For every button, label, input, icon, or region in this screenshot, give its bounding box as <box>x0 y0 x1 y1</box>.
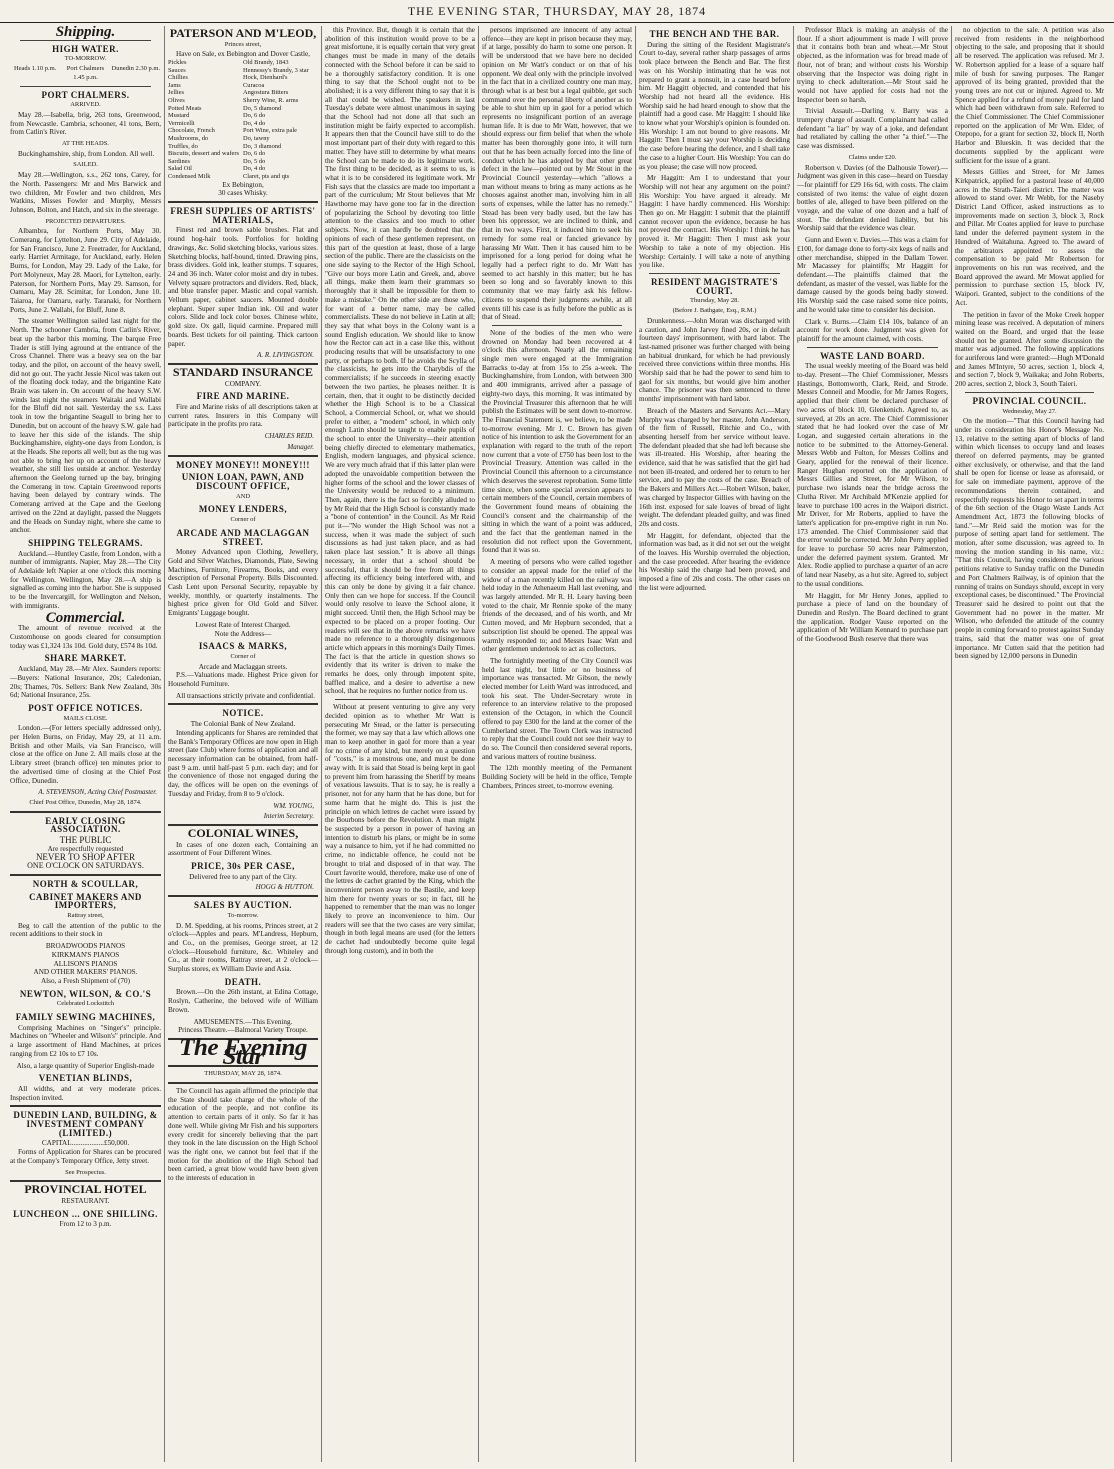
commercial-heading: Commercial. <box>45 609 126 626</box>
note-address: Note the Address— <box>214 629 272 638</box>
share-market-text: Auckland, May 28.—Mr Alex. Saunders reports:—Buyers: National Insurance, 20s; Caledonian, 20s; Thames, 70s. Sellers: Bank New Zealand, 30s 6d; National Insurance, 25s. <box>10 665 161 700</box>
goods-item: Angostura Bitters <box>243 89 289 97</box>
building-society-news: The 12th monthly meeting of the Permanent Building Society will be held in the office, Temple Chambers, Princes street, to-morrow evening. <box>482 764 632 790</box>
leader-text: The Council has again affirmed the principle that the State should take charge of the whole of the education of the people, and not confine its attention to certain parts of it only. So far it has done well. While giving Mr Fish and his supporters every credit for sincerely believing that the part they took in the late discussion on the High School was the right one, we cannot but feel that if the motion for the abolition of the High School had been carried, a great blow would have been given to the interests of education in <box>168 1087 318 1183</box>
arcade-heading: ARCADE AND MACLAGGAN STREET. <box>176 527 310 547</box>
at-heads-label: AT THE HEADS. <box>62 140 109 148</box>
bench-bar-text-2: Mr Haggitt: Am I to understand that your Worship will not hear any argument on the point? His Worship: You have argued it already. Mr Haggitt: I have hardly commenced. His Worship: Then go on. Mr Haggitt: I submit that the plaintiff cannot recover upon the evidence, because he has not proved the contract. His Worship: I think he has proved it. Mr Haggitt: Then I must ask your Worship to take a note of my objection. His Worship: Certainly. I will take a note of anything you like. <box>639 174 790 270</box>
post-office-heading: POST OFFICE NOTICES. <box>28 702 143 713</box>
hours: From 12 to 3 p.m. <box>59 1220 112 1229</box>
goods-item: Sherry Wine, R. arms <box>243 97 299 105</box>
goods-item: Curacoa <box>243 81 265 89</box>
forms-text: Forms of Application for Shares can be procured at the Company's Temporary Office, Jetty street. <box>10 1148 161 1165</box>
bench-bar-text: During the sitting of the Resident Magistrate's Court to-day, several rather sharp passages of arms took place between the Bench and Bar. The first was on his Worship intimating that he was not prepared to grant a nonsuit, in a case heard before him. Mr Haggitt objected, and contended that his Worship had not heard all the evidence. His Worship said he had heard enough to show that the plaintiff had a good case. Mr Haggitt: I should like to know what your Worship's opinion is founded on. His Worship: I am not bound to give reasons. Mr Haggitt: Then I must say your Worship is deciding the case before hearing the defence, and I shall take the case to a higher Court. His Worship: You can do as you please; the case will now proceed. <box>639 40 790 171</box>
goods-item: Do, 5 diamond <box>243 104 282 112</box>
leader-2: Without at present venturing to give any very decided opinion as to whether Mr Watt is persecuting Mr Stead, or the latter is persecuting the former, we may say that a law which allows one man to keep another in gaol for more than a year for no crime of any kind, but merely on a question of "costs," is a monstrous one, and must be done away with. It is said that Stead is being kept in gaol to prevent him from harassing the Sheriff by means of vexatious lawsuits. That is to say, he is really a prisoner, not for any harm that he has done, but for some harm that he might do. This is just the principle on which lettres de cachet were issued by the Bourbons before the Revolution. A man might be suspected by a person in power of having an intention to disturb his plans, or might be in some way a nuisance to him, yet if he had committed no crime, no indictable offence, he could not be brought to trial and disposed of in that way. The Court favorite would, therefore, make use of one of the lettres de cachet granted by the King, which the inconvenient person away to the Bastile, and keep him there for twenty years or so; in fact, till he happened to remember that the man was no longer likely to prove an inconvenience to him. Our readers will see that the two cases are very similar, though in both legal means are used (for the letters de cachet had undoubtedly become quite legal through long custom), and in both the <box>325 703 475 955</box>
port-chalmers-heading: PORT CHALMERS. <box>41 89 130 100</box>
sales-by-auction: SALES BY AUCTION. <box>194 900 292 911</box>
wines-text: In cases of one dozen each, Containing an assortment of Four Different Wines. <box>168 840 318 858</box>
luncheon: LUNCHEON ... ONE SHILLING. <box>13 1208 158 1219</box>
goods-item: Jams <box>168 81 181 89</box>
column-6 <box>793 26 951 1462</box>
respectfully-requested: Are respectfully requested <box>47 844 124 853</box>
sailed-label: SAILED. <box>73 161 98 169</box>
artists-materials-heading: FRESH SUPPLIES OF ARTISTS' MATERIALS, <box>170 206 316 225</box>
telegrams-text: Auckland.—Huntley Castle, from London, with a number of immigrants. Napier, May 28.—The City of Adelaide left Napier at one o'clock this morning for Wellington. Wellington, May 28.—A ship is signalled as coming into the harbor. She is supposed to be the Invercargill, for Wellington and Nelson, with immigrants. <box>10 549 161 610</box>
beg-text: Beg to call the attention of the public to the recent additions to their stock in <box>10 921 161 939</box>
goods-item: Biscuits, dessert and wafers <box>168 150 239 158</box>
fire-text: Fire and Marine risks of all descriptions taken at current rates. Insurers in this Company will participate in the profits pro rata. <box>168 403 318 429</box>
venetian-blinds: VENETIAN BLINDS, <box>38 1073 133 1084</box>
tomorrow-label: TO-MORROW. <box>64 55 107 63</box>
goods-item: Old Brandy, 1843 <box>243 59 289 67</box>
sailed-text: May 28.—Wellington, s.s., 262 tons, Carey, for the North. Passengers: Mr and Mrs Barwick and two children, Mr Fowler and two children, Mrs Watkins, Misses Fowler and Murphy, Messrs Johnson, Bolton, and Hatch, and six in the steerage. <box>10 171 161 214</box>
clark-text: Clark v. Burns.—Claim £14 10s, balance of an account for work done. Judgment was given for plaintiff for the amount claimed, with costs. <box>797 317 948 343</box>
waste-land-text: The usual weekly meeting of the Board was held to-day. Present—The Chief Commissioner, Messrs Hastings, Bottomworth, Clark, Reid, and Strode. Messrs Conneil and Moodie, for Mr James Rogers, applied that their client be declared purchaser of two acres of block 10, Glenkenich. Agreed to, as surveyed, at 20s an acre. The Chief Commissioner stated that he had looked over the case of Mr Logan, and suggested certain alterations in the notice to be submitted to the Attorney-General. Messrs Webb and Fulton, for Messrs Collins and Geary, applied for the renewal of their licence. Ranger Hughan reported on the application of Messrs Gillies and Street, for Mr Wilson, to purchase two islands near the bridge across the Clutha River. Mr Archibald M'Kenzie applied for leave to purchase 100 acres in the Waipori district. Mr Driver, for Mr Roberts, applied to have the latter's application for pre-emptive right in run No. 173 amended. The Chief Commissioner said that the error would be corrected. Mr John Perry applied for leave to purchase 50 acres near Palmerston, under the deferred payment system. Granted. Mr Alex. Rodie applied to purchase a quarter of an acre of land near Naseby, as a hut site. Agreed to, subject to the usual conditions. <box>797 362 948 588</box>
notice-heading: NOTICE. <box>222 708 264 719</box>
fresh-shipment: Also, a Fresh Shipment of (70) <box>40 976 131 985</box>
resident-magistrate-heading: RESIDENT MAGISTRATE'S COURT. <box>651 276 778 296</box>
council-date: Wednesday, May 27. <box>1002 407 1057 415</box>
arcade-address: Arcade and Maclaggan streets. <box>198 662 288 671</box>
issue-date: THURSDAY, MAY 28, 1874. <box>204 1070 282 1078</box>
waste-land-continued-2: Messrs Gillies and Street, for Mr James Kirkpatrick, applied for a pastoral lease of 40,000 acres in the Strath-Taieri district. The matter was allowed to stand over. Mr Webb, for the Naseby District Land Officer, asked instructions as to improvements made on section 3, block 3, Rock and Pillar. Mr Coates applied for leave to purchase land under the deferred payment system in the Hundred of Waitahuna. Agreed to. The award of the arbitrators appointed to assess the compensation to be paid Mr Robertson for improvements on his run was received, and the Board approved the award. Mr Mowat applied for permission to purchase section 15, block IV, Waipori. Granted, subject to the conditions of the Act. <box>955 168 1104 307</box>
tide-port-chalmers: Port Chalmers 1.45 p.m. <box>66 65 105 81</box>
piano-1: BROADWOODS PIANOS <box>45 942 126 951</box>
princess-theatre: Princess Theatre.—Balmoral Variety Troupe. <box>178 1026 308 1035</box>
waste-land-continued-3: The petition in favor of the Moke Creek hopper mining lease was received. A deputation of miners waited on the Board, and urged that the lease should not be granted. After some discussion the matter was adjourned. The following applications for auriferous land were granted:—Hugh M'Donald and James M'Intyre, 50 acres, section 1, block 4, and section 7, block 9, Waikaka; and John Roberts, 200 acres, section 2, block 3, South Taieri. <box>955 310 1104 389</box>
masthead-title: THE EVENING STAR, THURSDAY, MAY 28, 1874 <box>407 4 707 18</box>
arrived-label: ARRIVED. <box>70 101 101 109</box>
one-oclock: ONE O'CLOCK ON SATURDAYS. <box>27 861 144 871</box>
reid-sig: CHARLES REID. <box>264 432 314 441</box>
goods-item: Do, 3 diamond <box>243 142 282 150</box>
goods-item: Salad Oil <box>168 165 192 173</box>
restaurant: RESTAURANT. <box>61 1196 110 1205</box>
goods-item: Chocolate, French <box>168 127 215 135</box>
colonial-bank: The Colonial Bank of New Zealand. <box>190 720 296 729</box>
early-closing-heading: EARLY CLOSING ASSOCIATION. <box>45 815 126 835</box>
piano-2: KIRKMAN'S PIANOS <box>51 950 120 959</box>
share-market-heading: SHARE MARKET. <box>44 653 127 664</box>
goods-item: Port Wine, extra pale <box>243 127 297 135</box>
rm-text-3: Mr Haggitt, for defendant, objected that the information was bad, as it did not set out the weight of the loaves. His Worship overruled the objection, and the case proceeded. After hearing the evidence his Worship said the charge had been proved, and imposed a fine of 20s and costs. The other cases on the list were adjourned. <box>639 531 790 592</box>
column-1 <box>7 26 164 1462</box>
paterson-heading: PATERSON AND M'LEOD, <box>169 26 317 40</box>
amusements: AMUSEMENTS.—This Evening. <box>193 1017 293 1026</box>
cabinet-makers: CABINET MAKERS AND IMPORTERS, <box>29 891 142 911</box>
goods-list <box>168 59 318 181</box>
trivial-assault: Trivial Assault.—Darling v. Barry was a trumpery charge of assault. Complainant had called defendant "a liar" by way of a joke, and defendant had retaliated by calling the other "a thief."—The case was dismissed. <box>797 107 948 151</box>
intending-text: Intending applicants for Shares are reminded that the Bank's Temporary Offices are now open in High street (late Club) where forms of application and all necessary information can be obtained, from half-past 9 a.m. until half-past 5 p.m. each day; and for the convenience of those not engaged during the day, the offices will be open on the evenings of Tuesday and Friday, from 8 to 9 o'clock. <box>168 728 318 798</box>
column-3 <box>321 26 478 1462</box>
capital: CAPITAL..................£50,000. <box>41 1139 130 1148</box>
local-news: None of the bodies of the men who were drowned on Monday had been recovered at 4 o'clock this afternoon. Nearly all the remaining single men were engaged at the Immigration Barracks to-day at from 15s to 25s a-week. The Buckinghamshire, from London, with between 300 and 400 immigrants, arrived after a passage of eighty-two days, this morning. It was intimated by the Provincial Treasurer this afternoon that he will publish the Estimates will be sent down to-morrow. The Financial Statement is, we believe, to be made to-morrow evening. Mr J. C. Brown has given notice of his intention to ask the Government for an explanation with regard to the truth of the report now current that a vote of £750 has been lost to the Provincial Treasury. Attention was called in the Provincial Council this afternoon to a circumstance which deserves the severest reprobation. Some little time since, when some special aversion appears to certain members of the Council, certain members of the Government found means of obtaining the Council's consent and the chairmanship of the sitting in which the want of a point was adduced, and the fact that the gentleman named in the resolution did not reflect upon the Government, found that it was so. <box>482 328 632 555</box>
waste-land-continued: no objection to the sale. A petition was also received from residents in the neighborhood objecting to the sale, and proposing that it should all be reserved. The application was refused. Mr J. W. Robertson applied for a lease of a square half mile of bush for sawing purposes. The Ranger approved of its being granted, provided that the young trees are not cut or injured. Agreed to. Mr Spence applied for a refund of money paid for land which had been withdrawn from sale. Referred to the Chief Commissioner. The Chief Commissioner reported on the application of Mr Wm. Elder, of Otepopo, for a grant for section 32, block II, North Harbor and Blueskin. It was decided that the documents supplied by the applicant were sufficient for the issue of a grant. <box>955 26 1104 165</box>
tide-table <box>10 65 161 82</box>
goods-item: Do, 5 do <box>243 157 266 165</box>
young-sig: WM. YOUNG, <box>273 801 314 810</box>
livingston-sig: A. R. LIVINGSTON. <box>257 351 314 360</box>
delivered-free: Delivered free to any part of the City. <box>189 872 297 881</box>
meeting-news: A meeting of persons who were called together to consider an appeal made for the relief of the widow of a man recently killed on the railway was held today in the Athenaeum Hall last evening, and was largely attended. Mr R. H. Leary having been voted to the chair, Mr Rennie spoke of the many friends of the deceased, and of his worth, and Mr Cutten moved, and Mr Hepburn seconded, that a subscription list should be opened. The appeal was warmly responded to; and Messrs Isaac Watt and other gentlemen undertook to act as collectors. <box>482 558 632 654</box>
leader-continued: this Province. But, though it is certain that the abolition of this institution would prove to be a great misfortune, it is equally certain that very great changes must be made in many of the details connected with the School before it can be said to be a thoroughly satisfactory condition. It is one thing to say that the School ought not to be abolished; it is a very different thing to say that it is all that could be wished. The speakers in last Tuesday's debate were almost unanimous in saying that the School had not done all that such an institution might be fairly expected to accomplish. It appears then that the Council have still to do the most important part of their duty with regard to this matter. They have still to determine by what means the School can be made to do its legitimate work. The first thing to be decided, as it seems to us, is what it is to be considered its legitimate work. Mr Fish says that the classics are made too important a part of the curriculum; Mr Stout believes that Mr Hawthorne may have gone too far in the direction of popularizing the School by devoting too little attention to the classics and too much to other subjects. Now, it can hardly be doubted that the opinions of each of these gentlemen represent, on this part of the question at least, those of a large section of the public. There are the classicists on the one side saying to the Rector of the High School, "Give our boys more Latin and Greek, and, above all things, make them learn their grammars so thoroughly that it shall be impossible for them to make a mistake." On the other side are those who, for want of a better name, may be called commercialists. These do not believe in Latin at all; they say that what boys in the Colony want is a sound English education. We should like to know how the Rector can act in a case like this, without producing results that will be unsatisfactory to one party, or perhaps to both. If he avoids the Scylla of the classicists, he gets into the Charybdis of the commercialists; if he succeeds in steering exactly between the two parties, he pleases neither. It is certain, then, that it ought to be distinctly decided whether the High School is to be a Classical School, a Commercial School, or, what we should prefer to either, a "modern" school, in which only enough Latin should be taught to enable pupils of the school to enter the University—their attention being chiefly directed to elementary mathematics, English, modern languages, and physical science. We are very much afraid that if this latter plan were adopted the unavoidable competition between the higher forms of the school and the lower classes of the University would be reduced to a minimum. Then, again, there is the fact so forcibly alluded to by Mr Reid that the High School is constantly made a "bone of contention" in the Council. As Mr Reid put it—"No wonder the High School was not a success, when it was made the subject of such discussions as had just taken place, and as had taken place last session." It is above all things necessary, in order that a school should be successful, that it should be free from all things affecting its efficiency being interfered with, and this can only be done by giving it a fair chance. Only then can we hope for success. If the Council would only resolve to leave the School alone, it might succeed. Until then, the High School may be expected to be placed on a proper footing. Our readers will see that in the above remarks we have made no reference to a thoroughly disingenuous article which appears in this morning's Daily Times. The fact is that the article in question shows so evidently that its writer is driven to make the remarks he does, only through impotent spite, baffled malice, and a desire to advertise a new school, that he requires no further notice from us. <box>325 26 475 696</box>
goods-item: Do, 4 do <box>243 119 266 127</box>
money-lenders: MONEY LENDERS, <box>198 504 288 515</box>
ps-text: P.S.—Valuations made. Highest Price given for Household Furniture. <box>168 671 318 689</box>
column-5 <box>635 26 793 1462</box>
blinds-intro: Also, a large quantity of Superior English-made <box>16 1061 155 1070</box>
post-office-text: London.—(For letters specially addressed only), per Helen Burns, on Friday, May 29, at 11 a.m. British and other Mails, via San Francisco, will close at the office on June 2. All mails close at the Library street (branch office) ten minutes prior to the advertised time of closing at the Chief Post Office, Dunedin. <box>10 724 161 785</box>
claims-text: Robertson v. Davies (of the Dalhousie Tower).—Judgment was given in this case—heard on Tuesday—for plaintiff for £29 16s 6d, with costs. The claim consisted of two items: the value of eight dozen bottles of ale, alleged to have been pilfered on the voyage, and the value of one dozen and a half of stout. The defendant denied liability, but his Worship said that the evidence was clear. <box>797 163 948 233</box>
goods-item: Claret, pts and qts <box>243 173 290 181</box>
death-text: Brown.—On the 26th instant, at Edina Cottage, Roslyn, Catherine, the beloved wife of William Brown. <box>168 988 318 1014</box>
commercial-text: The amount of revenue received at the Customhouse on goods cleared for consumption today was £1,324 13s 10d. Gold duty, £574 8s 10d. <box>10 624 161 650</box>
goods-item: Sauces <box>168 66 186 74</box>
family-sewing: FAMILY SEWING MACHINES, <box>15 1012 156 1023</box>
money-heading: MONEY MONEY!! MONEY!!! <box>176 459 310 470</box>
masthead <box>0 0 1114 23</box>
council-text: On the motion—"That this Council having had under its consideration his Honor's Message No. 13, relative to the setting apart of blocks of land within which licenses to occupy land and leases thereof on deferred payments, may be granted either exclusively, or otherwise, and that the land shall be open for license or lease as aforesaid, or for sale on immediate payment, approve of the recommendations therein contained, and respectfully requests his Honor to set apart in terms of the 6th section of the Otago Waste Lands Act Amendment Act, 1873 the following blocks of land."—Mr Reid said the motion was for the purpose of setting apart land for settlement. The motion, after some discussion, was agreed to. In moving the motion standing in his name, viz.: "That this Council, having considered the various petitions relative to Sunday traffic on the Dunedin and Port Chalmers Railway, is of opinion that the running of trains on Sundays should, except in very exceptional cases, be discontinued." The Provincial Treasurer said he desired to point out that the Government had no power in the matter. Mr Wilson, who defended the attitude of the country people in coming forward to protest against Sunday trains, said that the matter was one of great importance. Mr Cutten said that the petition had been signed by 12,000 persons in Dunedin <box>955 417 1104 661</box>
gunn-text: Gunn and Ewen v. Davies.—This was a claim for £100, for damage done to forty-six kegs of nails and other merchandise, shipped in the Dallam Tower. Mr Macassey for plaintiffs; Mr Haggitt for defendant.—The plaintiffs claimed that the defendant, as master of the vessel, was liable for the damage caused by the goods being badly stowed. His Worship said the case raised some nice points, and he would take time to consider his decision. <box>797 236 948 314</box>
blinds-text: All widths, and at very moderate prices. Inspection invited. <box>10 1084 161 1102</box>
telegrams-heading: SHIPPING TELEGRAMS. <box>28 537 143 548</box>
and-label: AND <box>235 492 251 500</box>
tide-heads: Heads 1.10 p.m. <box>13 65 57 73</box>
goods-item: Chillies <box>168 74 188 82</box>
rm-date: Thursday, May 28. <box>689 297 740 305</box>
goods-item: Mustard <box>168 112 190 120</box>
goods-item: Do, 6 do <box>243 150 266 158</box>
hogg-hutton: HOGG & HUTTON. <box>255 883 314 892</box>
evening-star-title: The Evening Star <box>179 1034 307 1070</box>
goods-item: Hock, Dienhard's <box>243 74 288 82</box>
interim-secretary: Interim Secretary. <box>263 812 314 821</box>
goods-item: Mushrooms, do <box>168 135 209 143</box>
shipping-news: The steamer Wellington sailed last night for the North. The schooner Cambria, from Catlin's River, beat up the harbor this morning. The barque Free Trader is still lying aground at the entrance of the Cross Channel. There was a heavy sea on the bar today, and the pilot, on account of the heavy swell, did not go out. The yacht Jessie Nicol was taken out of the floating dock today, and the brigantine Kate Brain was taken in. On account of the heavy S.W. winds last night the steamers Waitaki and Wallabi for the Bluff did not sail. Yesterday the s.s. Lass took in tow the brigantine Seagull to bring her to Dunedin, but on account of the heavy S.W. gale had to leave her this side of the islands. The ship Buckinghamshire, eighty-one days from London, is at the Heads. She reports all well; but as the tug was not able to bring her up on account of the heavy weather, she still lies outside at anchor. Yesterday afternoon the Geelong turned up the bay, bringing the Comerang in tow. Captain Greenwood reports having been delayed by contrary winds. The Comerang arrived at the Cape and the Geelong arrived on the 22nd at daylight, passed the Nuggets and the Heads on Sunday night, where she came to anchor. <box>10 317 161 535</box>
waste-land-heading: WASTE LAND BOARD. <box>820 350 925 361</box>
column-7 <box>951 26 1107 1462</box>
court-continued: Professor Black is making an analysis of the flour. If a short adjournment is made I will prove that it contains both bran and wheat.—Mr Stout objected, as the information was for bread made of flour, not of bran; and without costs his Worship observing that the Inspector was doing right in trying to check adulteration.—Mr Stout said he would not have applied for costs had not the Inspector been so harsh. <box>797 26 948 104</box>
celebrated: Celebrated Lockstitch <box>56 1000 115 1008</box>
goods-item: Potted Meats <box>168 104 202 112</box>
mails-close-label: MAILS CLOSE. <box>63 714 108 722</box>
projected-label: PROJECTED DEPARTURES. <box>45 217 126 225</box>
shipping-heading: Shipping. <box>55 26 116 40</box>
provincial-hotel: PROVINCIAL HOTEL <box>24 1182 147 1197</box>
union-loan: UNION LOAN, PAWN, AND DISCOUNT OFFICE, <box>181 472 305 491</box>
piano-3: ALLISON'S PIANOS <box>53 959 118 968</box>
fire-marine: FIRE AND MARINE. <box>196 391 290 402</box>
goods-item: Truffles, do <box>168 142 198 150</box>
goods-item: Jellies <box>168 89 184 97</box>
at-heads-text: Buckinghamshire, ship, from London. All well. <box>18 149 155 158</box>
city-council-news: The fortnightly meeting of the City Council was held last night, but little or no business of importance was transacted. Mr Gibson, the newly elected member for Leith Ward was introduced, and took his seat. The Under-Secretary wrote in reference to an interview relative to the proposed extension of the Octagon, in which the Council offered to pay £300 for the land at the corner of the Cumberland street. The Town Clerk was instructed to reply that the Council could not see their way to do so. The Council then considered several reports, and various matters of routine business. <box>482 656 632 761</box>
manager-label: Manager. <box>287 442 314 451</box>
column-4 <box>478 26 635 1462</box>
leader-2-continued: persons imprisoned are innocent of any actual offence—they are kept in prison because they may, if at large, possibly do harm to some one person. It will be understood that we have here no decided opinion on Mr Watt's conduct or on that of his opponent. We deal only with the principle involved in the fact that in a civilized country one man may, through what is at best but a legal quibble, get such command over the personal liberty of another as to be able to shut him up in gaol for a period which represents no insignificant portion of an average human life. It is due to Mr Watt, however, that we should express our firm belief that when the whole matter has been thoroughly gone into, it will turn out that he has been actually forced into the line of conduct which he has adopted by that other great defect in the law—pointed out by Mr Stout in the Provincial Council yesterday—which "allows a man without means to bring as many actions as he chooses against another man, involving him in all sorts of expenses, while the latter has no remedy." Stead has been very badly used, but the law has been his oppressor, we are inclined to think, and that in two ways. First, it induced him to seek his remedy for some real or fancied grievance by harassing Mr Watt. Then it has caused him to be imprisoned for a long period for doing what he legally had a perfect right to do. Mr Watt has seemed to act harshly in this matter; but he has been so long and so favorably known to this community that we may fairly ask his fellow-citizens to suspend their judgments awhile, at all events till his case is as fully before the public as is that of Stead. <box>482 26 632 322</box>
price-per-case: PRICE, 30s PER CASE, <box>191 861 295 872</box>
materials-list: Finest red and brown sable brushes. Flat and round hog-hair tools. Portfolios for holding drawings, &c. Solid sketching blocks, various sizes. Sketching blocks, half-bound, tinted. Drawing pins, brass dividers. Gold ink, leather stumps. T squares, 24 and 36 inch. Water color moist and dry in tubes. Velvety square protractors and dividers. Red, black, and blue transfer paper. Mastic and copal varnish. Vellum paper, cabinet saucers. Mounted double elephant. Super super Indian ink. Oil and water colors. Slide and lock color boxes. Chinese white, gold size. Ox gall, liquid carmine. Prepared mill boards. Best tickets for oil painting. Thick cartoon paper. <box>168 226 318 348</box>
newton-wilson: NEWTON, WILSON, & CO.'S <box>19 988 152 999</box>
sales-tomorrow: To-morrow. <box>227 911 259 919</box>
high-water-heading: HIGH WATER. <box>52 43 119 54</box>
rattray-street: Rattray street, <box>67 911 104 919</box>
standard-insurance: STANDARD INSURANCE <box>172 364 314 379</box>
see-prospectus: See Prospectus. <box>65 1168 106 1176</box>
provincial-council-heading: PROVINCIAL COUNCIL. <box>972 395 1087 406</box>
the-public: THE PUBLIC <box>59 835 112 846</box>
company: COMPANY. <box>224 379 262 388</box>
sales-text: D. M. Spedding, at his rooms, Princes street, at 2 o'clock—Apples and pears. M'Landress, Hepburn, and Co., on the premises, George street, at 12 o'clock—Household furniture, &c. Whiteley and Co., at their rooms, Rattray street, at 2 o'clock—Surplus stores, ex William Davie and Asia. <box>168 921 318 974</box>
claims-heading: Claims under £20. <box>848 153 897 161</box>
piano-4: AND OTHER MAKERS' PIANOS. <box>33 968 138 977</box>
goods-item: Vermicelli <box>168 119 195 127</box>
goods-item: Do, 6 do <box>243 112 266 120</box>
never-shop: NEVER TO SHOP AFTER <box>35 852 136 863</box>
money-text: Money Advanced upon Clothing, Jewellery, Gold and Silver Watches, Diamonds, Plate, Sewing Machines, Furniture, Firearms, Books, and every description of Personal Property. Bills Discounted. Cash Lent upon Personal Security, repayable by weekly, monthly, or quarterly instalments. The highest price given for Old Gold and Silver. Emigrants' Luggage bought. <box>168 548 318 618</box>
arrivals-text: May 28.—Isabella, brig, 263 tons, Greenwood, from Newcastle. Cambria, schooner, 41 tons, Bern, from Catlin's River. <box>10 110 161 137</box>
goods-item: Sardines <box>168 157 191 165</box>
goods-item: Do, tawny <box>243 135 270 143</box>
family-text: Comprising Machines on "Singer's" principle. Machines on "Wheeler and Wilson's" principle. And a large assortment of Hand Machines, at prices ranging from £2 10s to £7 10s. <box>10 1023 161 1058</box>
lowest-rate: Lowest Rate of Interest Charged. <box>195 620 291 629</box>
goods-item: Condensed Milk <box>168 173 211 181</box>
post-signature: A. STEVENSON, Acting Chief Postmaster. <box>38 788 157 797</box>
bench-bar-heading: THE BENCH AND THE BAR. <box>649 29 780 39</box>
princes-street: Princes street, <box>224 40 262 48</box>
corner-label: Corner of <box>230 516 256 524</box>
rm-before: (Before J. Bathgate, Esq., R.M.) <box>672 307 757 315</box>
rm-text-2: Breach of the Masters and Servants Act.—Mary Murphy was charged by her master, John Anderson, of the firm of Russell, Ritchie and Co., with absenting herself from her service without leave. The defendant pleaded that she had left because she was ill-treated. His Worship, after hearing the evidence, said that he was satisfied that the girl had not been ill-treated, and ordered her to return to her service, and to pay the costs of the case. Breach of the Bakers and Millers Act.—Robert Wilson, baker, was charged by Inspector Gillies with having on the 16th inst. exposed for sale loaves of bread of light weight. The defendant pleaded guilty, and was fined 20s and costs. <box>639 406 790 528</box>
waste-land-text-2: Mr Haggitt, for Mr Henry Jones, applied to purchase a piece of land on the boundary of Dunedin and Roslyn. The Board declined to grant the application. Rodger Vause reported on the application of Mr William Kennard to purchase part of the Goodwood Bush reserve that there was <box>797 591 948 644</box>
ex-bebington: Ex Bebington, <box>222 180 264 189</box>
colonial-wines: COLONIAL WINES, <box>187 825 299 840</box>
private-text: All transactions strictly private and confidential. <box>176 691 315 700</box>
whisky: 30 cases Whisky. <box>218 189 268 198</box>
column-2 <box>164 26 321 1462</box>
corner-label-2: Corner of <box>230 652 256 660</box>
north-scoullar: NORTH & SCOULLAR, <box>32 878 139 889</box>
tide-dunedin: Dunedin 2.30 p.m. <box>111 65 161 73</box>
goods-item: Do, 4 do <box>243 165 266 173</box>
rm-text-1: Drunkenness.—John Moran was discharged with a caution, and John Jarvey fined 20s, or in default fourteen days' imprisonment, with hard labor. The last-named prisoner was further charged with being an habitual drunkard, for which he had previously received three convictions within three months. His Worship said that he had the power to send him to gaol for six months, but would give him another chance. The prisoner was then sentenced to three months' imprisonment with hard labor. <box>639 316 790 404</box>
have-on-sale: Have on Sale, ex Bebington and Dover Castle, <box>176 50 310 59</box>
dunedin-land-heading: DUNEDIN LAND, BUILDING, & INVESTMENT COMPANY (LIMITED.) <box>13 1110 158 1138</box>
death-heading: DEATH. <box>224 976 262 987</box>
goods-item: Pickles <box>168 59 187 67</box>
projected-text: Albambra, for Northern Ports, May 30. Comerang, for Lyttelton, June 29. City of Adelaide, for San Francisco, June 2. Freetrader, for Auckland, early. Harriet Armitage, for Auckland, early. Helen Burns, for London, May 29. Lady of the Lake, for Port Molyneux, May 28. Maori, for Lyttelton, early. Paterson, for Northern Ports, May 29. Samson, for Oamaru, May 28. Scimitar, for London, June 10. Taiaroa, for Oamaru, early. Taranaki, for Northern Ports, June 2. Wallabi, for Bluff, June 8. <box>10 227 161 314</box>
goods-item: Hennessy's Brandy, 3 star <box>243 66 309 74</box>
post-date: Chief Post Office, Dunedin, May 28, 1874. <box>29 798 142 806</box>
goods-item: Olives <box>168 97 185 105</box>
isaacs-marks: ISAACS & MARKS, <box>198 641 288 652</box>
